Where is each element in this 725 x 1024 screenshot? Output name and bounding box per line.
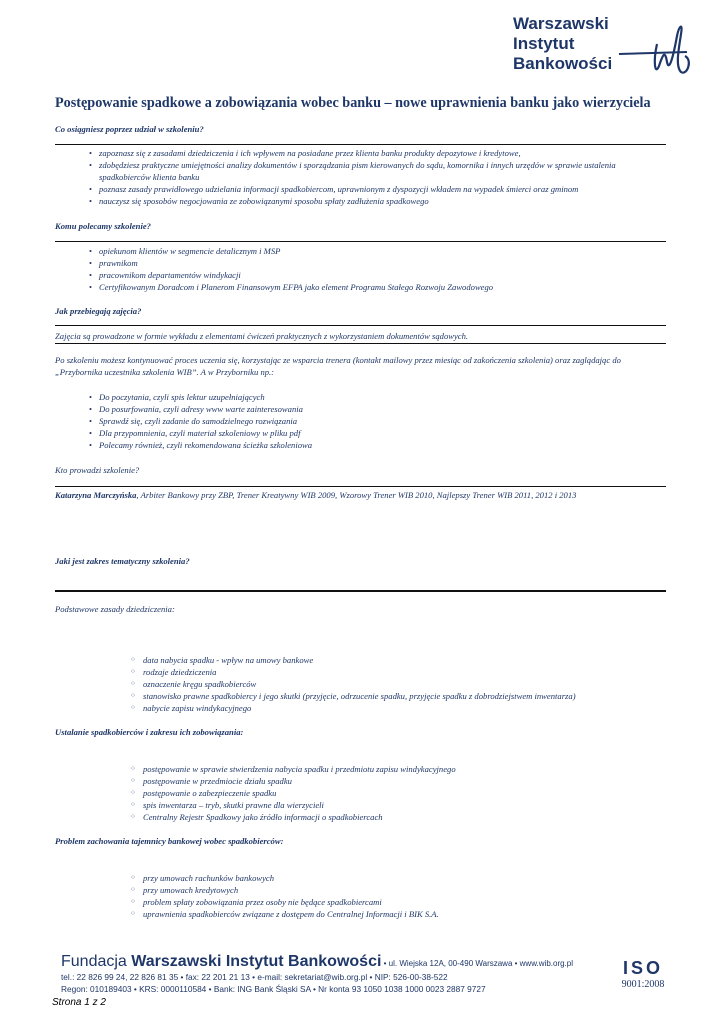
wib-signature-icon <box>609 14 701 86</box>
list-item: • poznasz zasady prawidłowego udzielania informacji spadkobiercom, uprawnionym z dyspozycji wkładem na wypadek śmierci oraz gminom <box>89 183 669 195</box>
trainer-name: Katarzyna Marczyńska <box>55 490 137 500</box>
divider <box>55 486 666 487</box>
iso-certificate <box>614 958 672 990</box>
footer-contact: tel.: 22 826 99 24, 22 826 81 35 • fax: 22 201 21 13 • e-mail: sekretariat@wib.org.pl • NIP: 526-00-38-522 <box>61 972 448 982</box>
section-heading-format: Jak przebiegają zajęcia? <box>55 306 142 316</box>
section-heading-audience: Komu polecamy szkolenie? <box>55 221 151 231</box>
divider <box>55 241 666 242</box>
list-item: • Sprawdź się, czyli zadanie do samodzielnego rozwiązania <box>89 415 669 427</box>
section-heading-trainer: Kto prowadzi szkolenie? <box>55 465 140 475</box>
list-item: • Dla przypomnienia, czyli materiał szkoleniowy w pliku pdf <box>89 427 669 439</box>
footer-address-text: • ul. Wiejska 12A, 00-490 Warszawa • www.wib.org.pl <box>381 959 574 968</box>
list-item: • zdobędziesz praktyczne umiejętności analizy dokumentów i sporządzania pism kierowanych do sądu, komornika i innych urzędów w sprawie ustalenia spadkobierców klienta banku <box>89 159 669 183</box>
section-heading-goals: Co osiągniesz poprzez udział w szkoleniu? <box>55 124 204 134</box>
list-item: ○ problem spłaty zobowiązania przez osoby nie będące spadkobiercami <box>133 896 673 908</box>
footer-institute-name: Warszawski Instytut Bankowości <box>131 953 382 970</box>
list-item: • zapoznasz się z zasadami dziedziczenia i ich wpływem na posiadane przez klienta banku produkty depozytowe i kredytowe, <box>89 147 669 159</box>
divider <box>55 325 666 326</box>
topic-list-heirs <box>133 763 673 823</box>
list-item: • Polecamy również, czyli rekomendowana ścieżka szkoleniowa <box>89 439 669 451</box>
list-item: ○ przy umowach kredytowych <box>133 884 673 896</box>
list-item: • prawnikom <box>89 257 669 269</box>
wib-logo <box>513 14 703 86</box>
list-item: ○ postępowanie w sprawie stwierdzenia nabycia spadku i przedmiotu zapisu windykacyjnego <box>133 763 673 775</box>
list-item: • nauczysz się sposobów negocjowania ze zobowiązanymi sposobu spłaty zadłużenia spadkowego <box>89 195 669 207</box>
list-item: ○ data nabycia spadku - wpływ na umowy bankowe <box>133 654 673 666</box>
list-item: • opiekunom klientów w segmencie detalicznym i MSP <box>89 245 669 257</box>
list-item: ○ oznaczenie kręgu spadkobierców <box>133 678 673 690</box>
iso-number: 9001:2008 <box>621 979 665 990</box>
list-item: ○ spis inwentarza – tryb, skutki prawne dla wierzycieli <box>133 799 673 811</box>
page-title: Postępowanie spadkowe a zobowiązania wobec banku – nowe uprawnienia banku jako wierzyciela <box>55 95 651 111</box>
divider <box>55 144 666 145</box>
list-item: ○ przy umowach rachunków bankowych <box>133 872 673 884</box>
topic-subheading: Ustalanie spadkobierców i zakresu ich zobowiązania: <box>55 727 244 737</box>
list-item: • Do posurfowania, czyli adresy www warte zainteresowania <box>89 403 669 415</box>
list-item: ○ Centralny Rejestr Spadkowy jako źródło informacji o spadkobiercach <box>133 811 673 823</box>
trainer-info <box>55 489 670 501</box>
logo-line-2: Instytut <box>513 34 575 53</box>
list-item: ○ postępowanie w przedmiocie działu spadku <box>133 775 673 787</box>
list-item: ○ nabycie zapisu windykacyjnego <box>133 702 673 714</box>
section-heading-topics: Jaki jest zakres tematyczny szkolenia? <box>55 556 190 566</box>
list-item: ○ uprawnienia spadkobierców związane z dostępem do Centralnej Informacji i BIK S.A. <box>133 908 673 920</box>
divider <box>55 343 666 344</box>
followup-paragraph: Po szkoleniu możesz kontynuować proces uczenia się, korzystając ze wsparcia trenera (kontakt mailowy przez miesiąc od zakończenia szkolenia) oraz zaglądając do „Przybornika uczestnika szkolenia WIB”. A w Przyborniku np.: <box>55 355 621 377</box>
audience-list <box>89 245 669 293</box>
logo-line-3: Bankowości <box>513 54 613 73</box>
list-item: • Do poczytania, czyli spis lektur uzupełniających <box>89 391 669 403</box>
iso-label: ISO <box>622 958 663 978</box>
divider <box>55 590 666 592</box>
list-item: ○ stanowisko prawne spadkobiercy i jego skutki (przyjęcie, odrzucenie spadku, przyjęcie spadku z dobrodziejstwem inwentarza) <box>133 690 673 702</box>
list-item: ○ postępowanie o zabezpieczenie spadku <box>133 787 673 799</box>
topic-subheading: Podstawowe zasady dziedziczenia: <box>55 604 175 614</box>
footer-registration: Regon: 010189403 • KRS: 0000110584 • Bank: ING Bank Śląski SA • Nr konta 93 1050 1038 1000 0023 2887 9727 <box>61 984 486 994</box>
logo-line-1: Warszawski <box>513 14 609 33</box>
toolkit-list <box>89 391 669 451</box>
trainer-description: , Arbiter Bankowy przy ZBP, Trener Kreatywny WIB 2009, Wzorowy Trener WIB 2010, Najlepszy Trener WIB 2011, 2012 i 2013 <box>136 490 577 500</box>
page-number: Strona 1 z 2 <box>52 997 106 1008</box>
list-item: • pracownikom departamentów windykacji <box>89 269 669 281</box>
topic-subheading: Problem zachowania tajemnicy bankowej wobec spadkobierców: <box>55 836 284 846</box>
goals-list <box>89 147 669 207</box>
format-paragraph: Zajęcia są prowadzone w formie wykładu z elementami ćwiczeń praktycznych z wykorzystaniem dokumentów sądowych. <box>55 331 469 341</box>
topic-list-inheritance <box>133 654 673 714</box>
footer-foundation: Fundacja <box>61 953 132 970</box>
topic-list-secrecy <box>133 872 673 920</box>
list-item: ○ rodzaje dziedziczenia <box>133 666 673 678</box>
footer-address <box>61 953 573 971</box>
list-item: • Certyfikowanym Doradcom i Planerom Finansowym EFPA jako element Programu Stałego Rozwoju Zawodowego <box>89 281 669 293</box>
